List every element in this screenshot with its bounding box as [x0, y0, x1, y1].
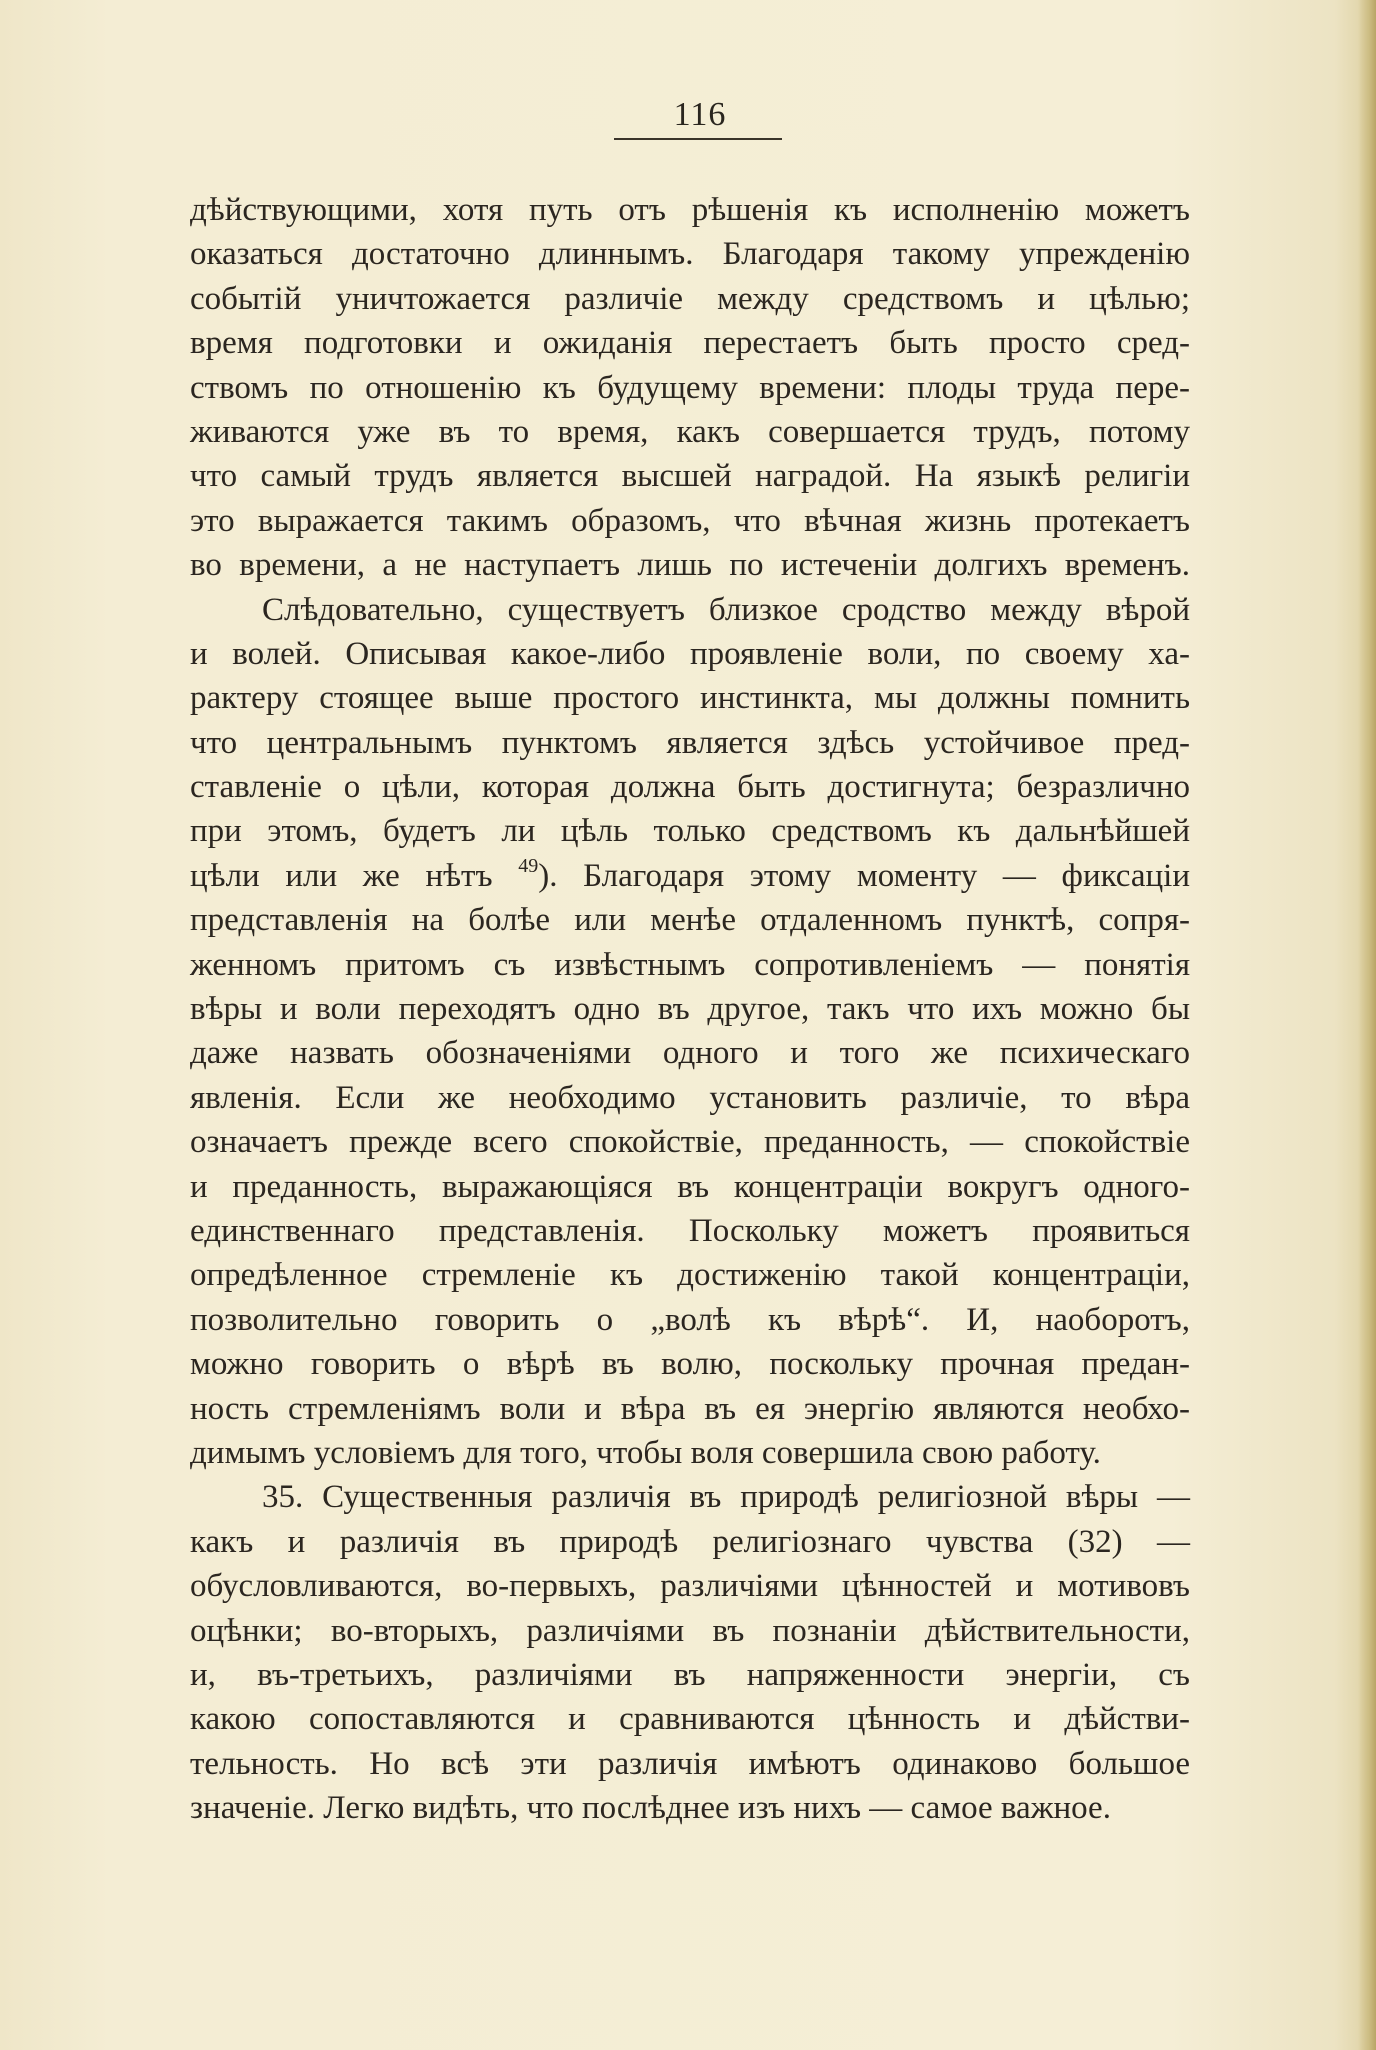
text-line: опредѣленное стремленіе къ достиженію такой концентраціи, — [190, 1257, 1190, 1294]
text-line: что самый трудъ является высшей наградой. На языкѣ религіи — [190, 458, 1190, 495]
text-line: ствомъ по отношенію къ будущему времени: плоды труда пере- — [190, 369, 1190, 406]
text-line: и, въ-третьихъ, различіями въ напряженности энергіи, съ — [190, 1656, 1190, 1693]
page-number: 116 — [673, 96, 727, 133]
text-line: во времени, а не наступаетъ лишь по истеченіи долгихъ временъ. — [190, 547, 1190, 584]
text-line: ность стремленіямъ воли и вѣра въ ея энергію являются необхо- — [190, 1390, 1190, 1427]
body-text — [190, 188, 1190, 1830]
text-line: и преданность, выражающіяся въ концентраціи вокругъ одного- — [190, 1168, 1190, 1205]
text-line: событій уничтожается различіе между средствомъ и цѣлью; — [190, 280, 1190, 317]
text-line-with-footnote — [190, 854, 1190, 898]
text-line: живаются уже въ то время, какъ совершается трудъ, потому — [190, 413, 1190, 450]
text-line: женномъ притомъ съ извѣстнымъ сопротивленіемъ — понятія — [190, 946, 1190, 983]
text-line: димымъ условіемъ для того, чтобы воля совершила свою работу. — [190, 1434, 1101, 1471]
footnote-reference: 49 — [518, 854, 539, 877]
paragraph-start-line: Слѣдовательно, существуетъ близкое сродство между вѣрой — [262, 591, 1190, 628]
text-line: оказаться достаточно длиннымъ. Благодаря такому упрежденію — [190, 236, 1190, 273]
page-number-rule — [614, 138, 782, 140]
text-line: явленія. Если же необходимо установить различіе, то вѣра — [190, 1079, 1190, 1116]
text-line: при этомъ, будетъ ли цѣль только средствомъ къ дальнѣйшей — [190, 813, 1190, 850]
text-fragment: цѣли или же нѣтъ — [190, 857, 493, 894]
page-edge-shadow — [1358, 0, 1376, 2050]
text-line: позволительно говорить о „волѣ къ вѣрѣ“. И, наоборотъ, — [190, 1301, 1190, 1338]
text-line: даже назвать обозначеніями одного и того же психическаго — [190, 1035, 1190, 1072]
text-line: можно говорить о вѣрѣ въ волю, поскольку прочная предан- — [190, 1346, 1190, 1383]
text-line: вѣры и воли переходятъ одно въ другое, такъ что ихъ можно бы — [190, 991, 1190, 1028]
text-fragment: ). Благодаря этому моменту — фиксаціи — [538, 857, 1190, 894]
text-line: ставленіе о цѣли, которая должна быть достигнута; безразлично — [190, 769, 1190, 806]
text-line: это выражается такимъ образомъ, что вѣчная жизнь протекаетъ — [190, 502, 1190, 539]
text-line: тельность. Но всѣ эти различія имѣютъ одинаково большое — [190, 1745, 1190, 1782]
paragraph-start-line: 35. Существенныя различія въ природѣ религіозной вѣры — — [262, 1479, 1190, 1516]
text-line: дѣйствующими, хотя путь отъ рѣшенія къ исполненію можетъ — [190, 192, 1190, 228]
text-line: оцѣнки; во-вторыхъ, различіями въ познаніи дѣйствительности, — [190, 1612, 1190, 1649]
text-line: время подготовки и ожиданія перестаетъ быть просто сред- — [190, 325, 1190, 362]
text-line: значеніе. Легко видѣть, что послѣднее изъ нихъ — самое важное. — [190, 1790, 1111, 1827]
text-line: что центральнымъ пунктомъ является здѣсь устойчивое пред- — [190, 724, 1190, 761]
text-line: единственнаго представленія. Поскольку можетъ проявиться — [190, 1212, 1190, 1249]
text-line: рактеру стоящее выше простого инстинкта, мы должны помнить — [190, 680, 1190, 717]
text-line: представленія на болѣе или менѣе отдаленномъ пунктѣ, сопря- — [190, 902, 1190, 939]
text-line: какъ и различія въ природѣ религіознаго чувства (32) — — [190, 1523, 1190, 1560]
text-line: какою сопоставляются и сравниваются цѣнность и дѣйстви- — [190, 1701, 1190, 1738]
text-line: означаетъ прежде всего спокойствіе, преданность, — спокойствіе — [190, 1124, 1190, 1161]
text-line: обусловливаются, во-первыхъ, различіями цѣнностей и мотивовъ — [190, 1568, 1190, 1605]
text-line: и волей. Описывая какое-либо проявленіе воли, по своему ха- — [190, 635, 1190, 672]
